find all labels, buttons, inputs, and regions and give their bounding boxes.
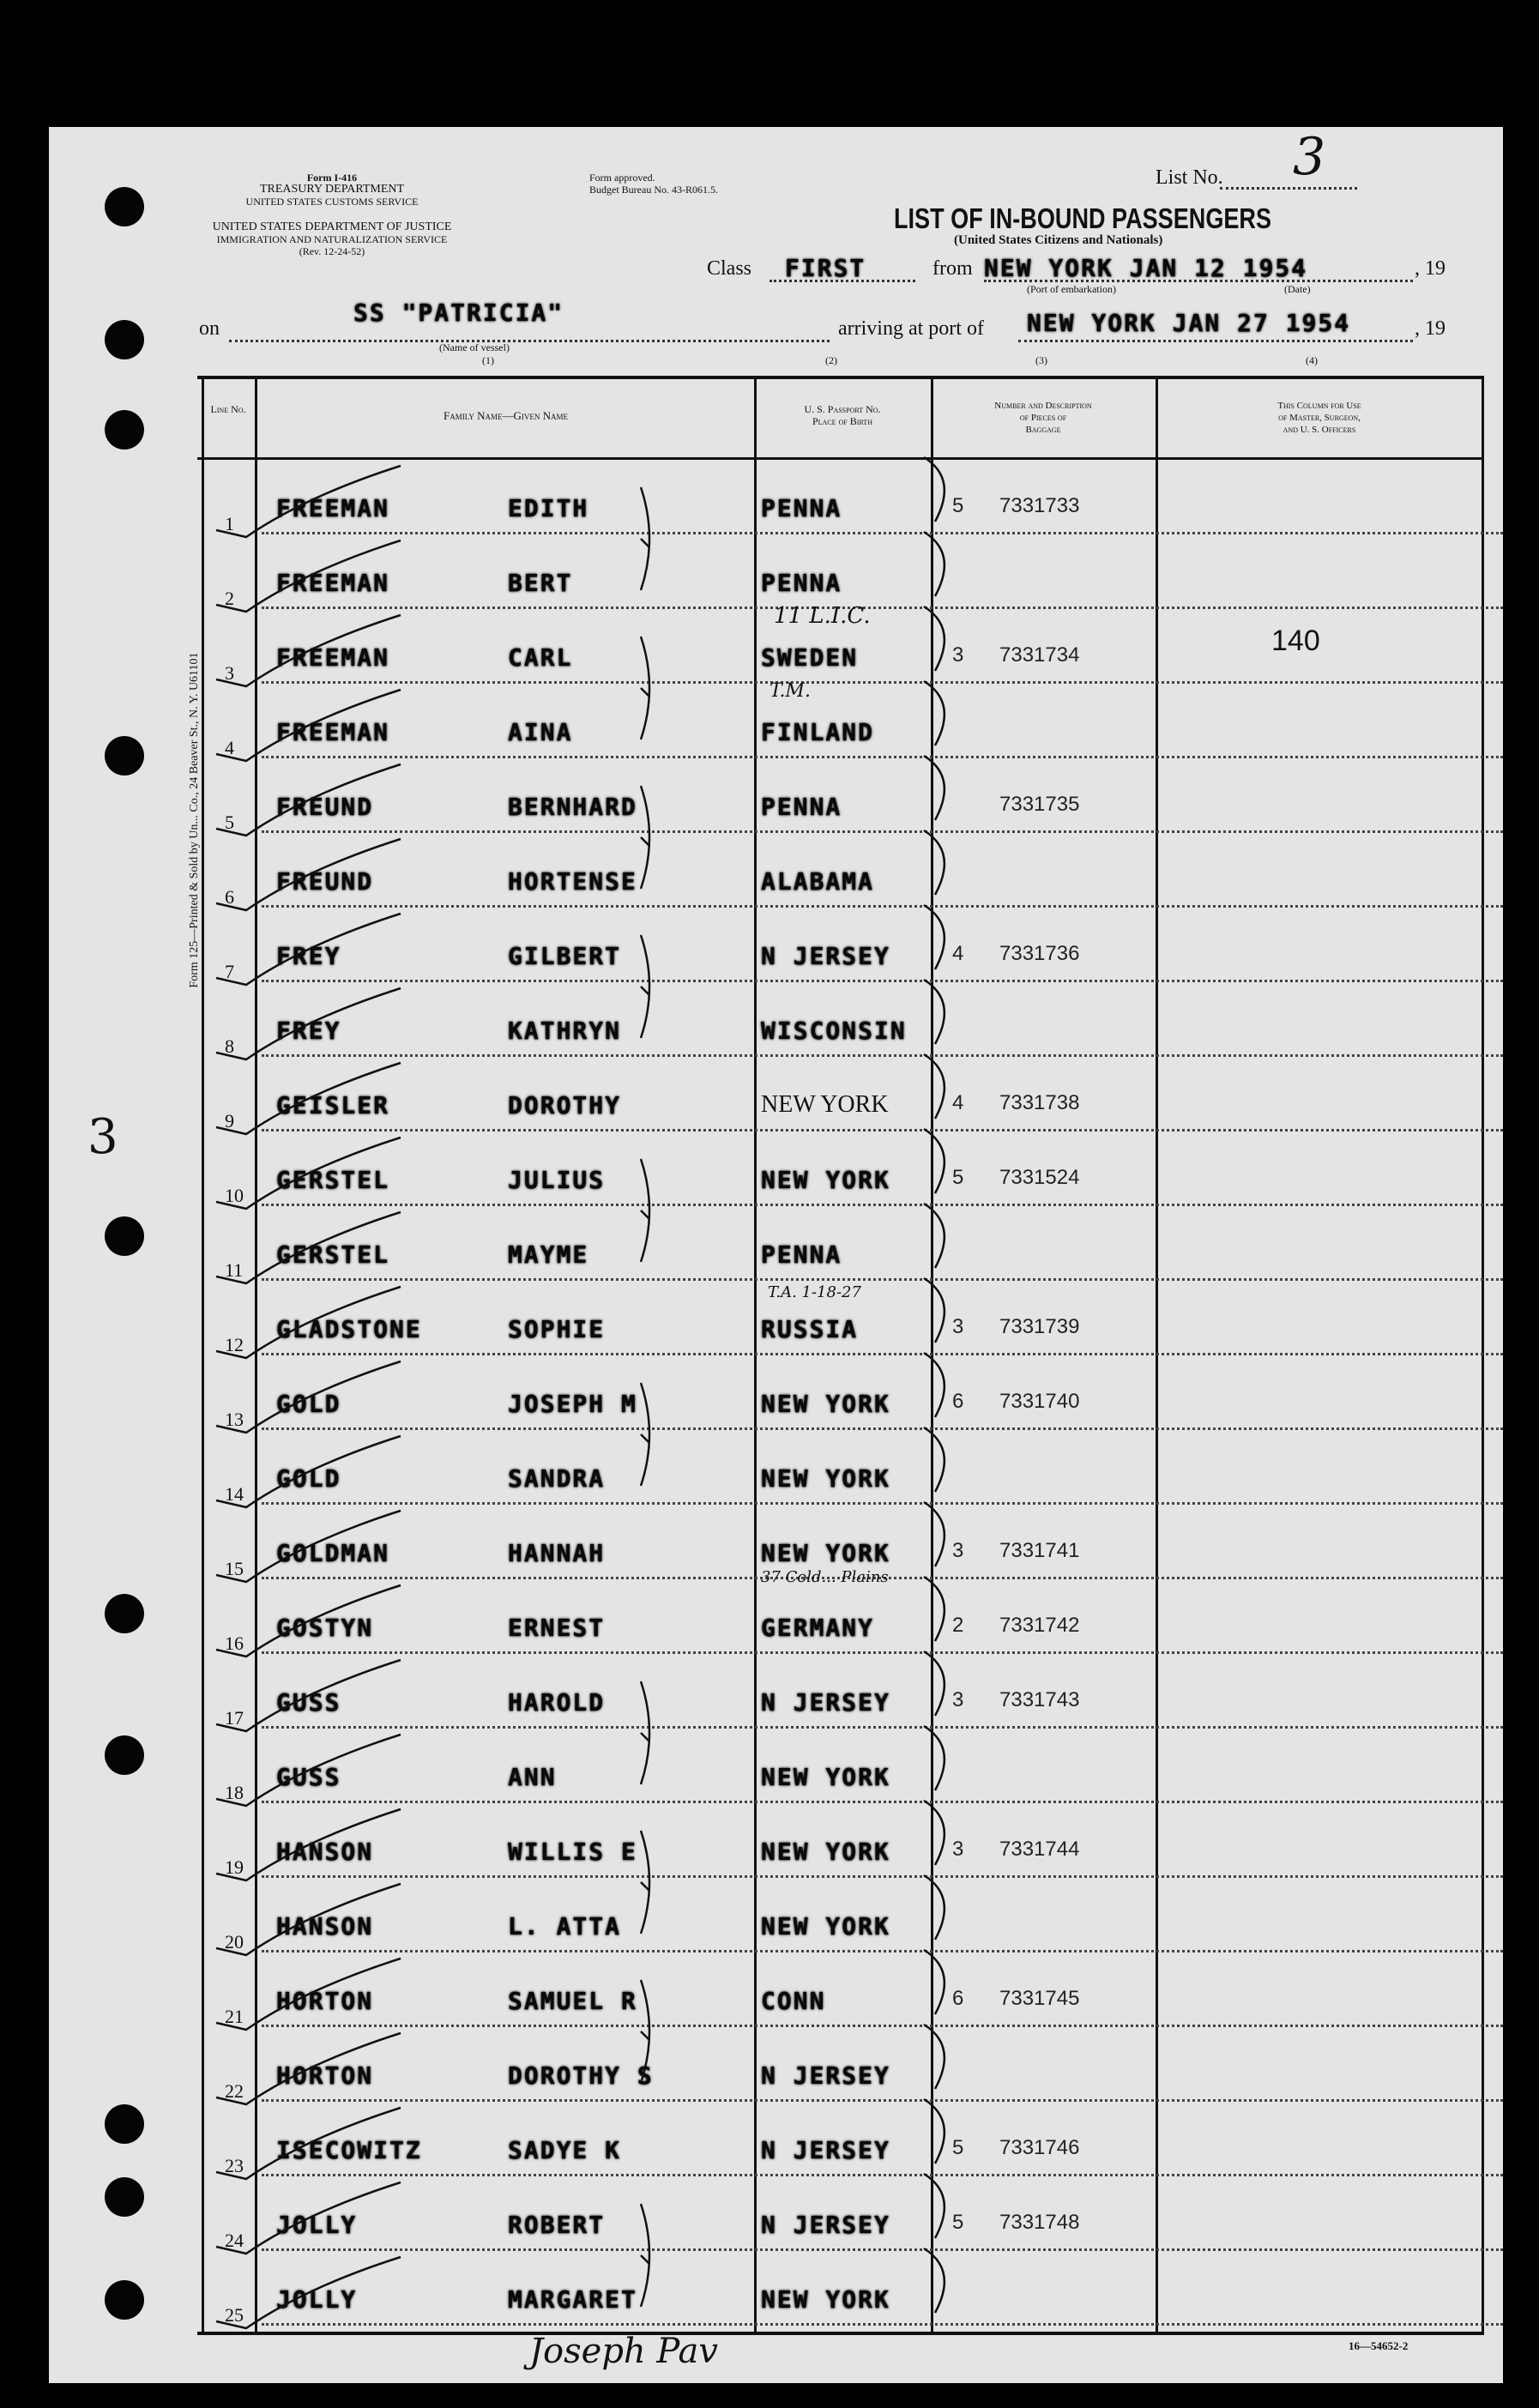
line-number: 21 [225, 2006, 244, 2027]
on-label: on [199, 317, 220, 340]
baggage-number: 7331741 [999, 1539, 1080, 1562]
check-mark [216, 690, 401, 761]
place-of-birth: WISCONSIN [761, 1017, 907, 1045]
row4-note: T.M. [770, 680, 811, 702]
line-number: 19 [225, 1856, 244, 1878]
place-of-birth: NEW YORK [761, 1091, 889, 1118]
baggage-count: 3 [952, 1539, 964, 1562]
line-number: 1 [225, 513, 234, 534]
row3-note: 11 L.I.C. [774, 603, 871, 629]
check-mark [216, 1212, 401, 1283]
bracket-mark [924, 756, 945, 820]
port-embark-caption: (Port of embarkation) [1027, 283, 1116, 295]
justice-dept: UNITED STATES DEPARTMENT OF JUSTICE [212, 220, 452, 233]
family-name: GERSTEL [276, 1166, 390, 1194]
check-mark [216, 615, 401, 686]
check-mark [216, 1585, 401, 1657]
given-name: HANNAH [508, 1539, 606, 1567]
given-name: SAMUEL R [508, 1987, 637, 2015]
baggage-number: 7331733 [999, 494, 1080, 517]
from-label: from [932, 257, 973, 280]
family-name: FREY [276, 942, 341, 970]
bracket-mark [924, 532, 945, 596]
family-bracket [641, 935, 649, 1038]
place-of-birth: NEW YORK [761, 1912, 890, 1940]
given-name: WILLIS E [508, 1838, 637, 1866]
line-number: 2 [225, 588, 234, 609]
vessel-caption: (Name of vessel) [439, 341, 510, 353]
line-number: 25 [225, 2304, 244, 2326]
check-mark [216, 914, 401, 985]
year-suffix: , 19 [1415, 317, 1445, 340]
date-caption: (Date) [1284, 283, 1311, 295]
place-of-birth: NEW YORK [761, 1539, 890, 1567]
check-mark [216, 764, 401, 836]
line-number: 7 [225, 961, 234, 982]
baggage-count: 6 [952, 1390, 964, 1413]
family-bracket [641, 1831, 649, 1934]
line-number: 4 [225, 737, 234, 758]
bracket-mark [924, 1875, 945, 1940]
check-mark [216, 2108, 401, 2179]
family-name: FREEMAN [276, 569, 390, 597]
check-mark [216, 988, 401, 1059]
bracket-mark [924, 2099, 945, 2164]
family-name: HANSON [276, 1912, 374, 1940]
family-bracket [641, 1159, 649, 1262]
row12-note: T.A. 1-18-27 [768, 1283, 861, 1301]
family-bracket [641, 487, 649, 590]
col-officers-line2: of Master, Surgeon, [1278, 413, 1361, 423]
given-name: MARGARET [508, 2285, 637, 2314]
class-value: FIRST [785, 254, 866, 282]
margin-note: 3 [88, 1109, 118, 1165]
class-label: Class [707, 257, 752, 280]
line-number: 16 [225, 1632, 244, 1654]
line-number: 24 [225, 2230, 244, 2251]
line-number: 17 [225, 1707, 244, 1729]
bracket-mark [924, 1950, 945, 2014]
baggage-count: 4 [952, 942, 964, 965]
baggage-number: 7331736 [999, 942, 1080, 965]
signature: Joseph Pav [529, 2332, 718, 2371]
check-mark [216, 1138, 401, 1209]
check-mark [216, 1063, 401, 1134]
check-mark [216, 2257, 401, 2328]
given-name: MAYME [508, 1240, 589, 1269]
baggage-count: 5 [952, 494, 964, 517]
officer-note: 140 [1271, 625, 1320, 657]
col-baggage-line2: of Pieces of [1019, 413, 1067, 423]
line-number: 3 [225, 662, 234, 684]
document-page [49, 127, 1503, 2383]
given-name: SANDRA [508, 1464, 606, 1493]
family-name: GOLDMAN [276, 1539, 390, 1567]
footer-code: 16—54652-2 [1349, 2339, 1409, 2352]
check-mark [216, 2033, 401, 2104]
check-mark [216, 466, 401, 537]
baggage-number: 7331734 [999, 643, 1080, 667]
family-name: HORTON [276, 2061, 374, 2090]
col-3-caption: (3) [1035, 354, 1047, 366]
bracket-mark [924, 607, 945, 671]
col-baggage-line1: Number and Description [994, 401, 1092, 411]
given-name: ANN [508, 1763, 557, 1791]
place-of-birth: NEW YORK [761, 1166, 890, 1194]
check-mark [216, 2182, 401, 2254]
baggage-count: 3 [952, 1688, 964, 1711]
bracket-mark [924, 1204, 945, 1268]
vessel-value: SS "PATRICIA" [353, 299, 564, 327]
check-mark [216, 1660, 401, 1731]
baggage-number: 7331735 [999, 793, 1080, 816]
pen-check-marks [49, 127, 1503, 2383]
bracket-mark [924, 1129, 945, 1193]
line-number: 23 [225, 2155, 244, 2176]
baggage-count: 6 [952, 1987, 964, 2010]
bracket-mark [924, 457, 945, 522]
family-name: FREEMAN [276, 494, 390, 522]
place-of-birth: PENNA [761, 1240, 842, 1269]
line-number: 11 [225, 1259, 244, 1281]
given-name: HORTENSE [508, 867, 637, 896]
row16-note: 37 Cold... Plains [761, 1568, 889, 1586]
budget-bureau: Budget Bureau No. 43-R061.5. [589, 184, 718, 196]
bracket-mark [924, 1726, 945, 1790]
place-of-birth: GERMANY [761, 1614, 875, 1642]
baggage-number: 7331740 [999, 1390, 1080, 1413]
line-number: 12 [225, 1334, 244, 1355]
baggage-number: 7331739 [999, 1315, 1080, 1338]
place-of-birth: FINLAND [761, 718, 875, 746]
baggage-number: 7331746 [999, 2136, 1080, 2159]
given-name: EDITH [508, 494, 589, 522]
baggage-number: 7331744 [999, 1838, 1080, 1861]
baggage-number: 7331748 [999, 2211, 1080, 2234]
place-of-birth: PENNA [761, 793, 842, 821]
given-name: JOSEPH M [508, 1390, 637, 1418]
given-name: KATHRYN [508, 1017, 622, 1045]
check-mark [216, 1511, 401, 1582]
year-suffix: , 19 [1415, 257, 1445, 280]
treasury-dept: TREASURY DEPARTMENT [259, 183, 405, 196]
family-name: GLADSTONE [276, 1315, 422, 1343]
line-number: 14 [225, 1483, 244, 1505]
bracket-mark [924, 1278, 945, 1343]
check-mark [216, 1809, 401, 1880]
baggage-number: 7331743 [999, 1688, 1080, 1711]
place-of-birth: N JERSEY [761, 2061, 890, 2090]
family-name: FREY [276, 1017, 341, 1045]
place-of-birth: ALABAMA [761, 867, 875, 896]
baggage-count: 2 [952, 1614, 964, 1637]
given-name: ERNEST [508, 1614, 606, 1642]
family-name: GEISLER [276, 1091, 390, 1120]
check-mark [216, 1287, 401, 1358]
family-name: FREEMAN [276, 718, 390, 746]
col-1-caption: (1) [482, 354, 494, 366]
family-name: GOSTYN [276, 1614, 374, 1642]
bracket-mark [924, 1427, 945, 1492]
given-name: HAROLD [508, 1688, 606, 1717]
place-of-birth: NEW YORK [761, 1390, 890, 1418]
col-baggage-line3: Baggage [1025, 425, 1061, 435]
given-name: JULIUS [508, 1166, 606, 1194]
bracket-mark [924, 2248, 945, 2313]
given-name: SOPHIE [508, 1315, 606, 1343]
given-name: GILBERT [508, 942, 622, 970]
baggage-count: 5 [952, 2136, 964, 2159]
col-officers-line1: This Column for Use [1277, 401, 1361, 411]
family-bracket [641, 1980, 649, 2083]
line-number: 9 [225, 1110, 234, 1132]
place-of-birth: N JERSEY [761, 2211, 890, 2239]
given-name: ROBERT [508, 2211, 606, 2239]
col-passport-line2: Place of Birth [812, 415, 872, 427]
family-name: GERSTEL [276, 1240, 390, 1269]
place-of-birth: N JERSEY [761, 942, 890, 970]
line-number: 15 [225, 1558, 244, 1579]
family-name: ISECOWITZ [276, 2136, 422, 2164]
check-mark [216, 1735, 401, 1806]
check-mark [216, 1361, 401, 1433]
baggage-count: 5 [952, 1166, 964, 1189]
given-name: DOROTHY [508, 1091, 622, 1120]
bracket-mark [924, 905, 945, 969]
bracket-mark [924, 2174, 945, 2238]
page-subtitle: (United States Citizens and Nationals) [954, 233, 1163, 247]
place-of-birth: NEW YORK [761, 1763, 890, 1791]
col-line-no: Line No. [210, 403, 246, 415]
baggage-count: 3 [952, 1315, 964, 1338]
family-bracket [641, 1681, 649, 1784]
family-name: JOLLY [276, 2211, 358, 2239]
col-officers-line3: and U. S. Officers [1282, 425, 1356, 435]
family-bracket [641, 1383, 649, 1486]
given-name: DOROTHY S [508, 2061, 654, 2090]
line-number: 6 [225, 886, 234, 908]
line-number: 10 [225, 1185, 244, 1206]
bracket-mark [924, 830, 945, 895]
baggage-number: 7331745 [999, 1987, 1080, 2010]
place-of-birth: RUSSIA [761, 1315, 859, 1343]
line-number: 5 [225, 812, 234, 833]
place-of-birth: NEW YORK [761, 1838, 890, 1866]
family-name: GOLD [276, 1464, 341, 1493]
col-4-caption: (4) [1306, 354, 1318, 366]
line-number: 22 [225, 2080, 244, 2102]
place-of-birth: SWEDEN [761, 643, 859, 672]
family-bracket [641, 786, 649, 889]
place-of-birth: PENNA [761, 494, 842, 522]
side-printer-credit: Form 125—Printed & Sold by Un... Co., 24 Beaver St., N. Y. U61101 [188, 652, 201, 988]
line-number: 20 [225, 1931, 244, 1952]
given-name: CARL [508, 643, 573, 672]
check-mark [216, 1436, 401, 1507]
line-number: 18 [225, 1782, 244, 1803]
given-name: BERNHARD [508, 793, 637, 821]
page-title: LIST OF IN-BOUND PASSENGERS [894, 202, 1272, 234]
family-name: GUSS [276, 1688, 341, 1717]
bracket-mark [924, 681, 945, 745]
ins-service: IMMIGRATION AND NATURALIZATION SERVICE [216, 233, 448, 245]
baggage-count: 5 [952, 2211, 964, 2234]
place-of-birth: N JERSEY [761, 2136, 890, 2164]
baggage-count: 3 [952, 1838, 964, 1861]
bracket-mark [924, 1651, 945, 1716]
arriving-value: NEW YORK JAN 27 1954 [1027, 309, 1351, 337]
place-of-birth: CONN [761, 1987, 826, 2015]
family-bracket [641, 637, 649, 739]
form-approved: Form approved. [589, 172, 655, 184]
revision: (Rev. 12-24-52) [299, 245, 365, 257]
col-passport-line1: U. S. Passport No. [804, 403, 881, 415]
family-name: JOLLY [276, 2285, 358, 2314]
col-2-caption: (2) [825, 354, 837, 366]
family-name: GUSS [276, 1763, 341, 1791]
check-mark [216, 1884, 401, 1955]
family-bracket [641, 2204, 649, 2307]
from-value: NEW YORK JAN 12 1954 [984, 254, 1308, 282]
arriving-label: arriving at port of [838, 317, 984, 340]
customs-service: UNITED STATES CUSTOMS SERVICE [245, 196, 419, 208]
family-name: FREEMAN [276, 643, 390, 672]
family-name: GOLD [276, 1390, 341, 1418]
bracket-mark [924, 980, 945, 1044]
family-name: FREUND [276, 793, 374, 821]
baggage-number: 7331524 [999, 1166, 1080, 1189]
place-of-birth: N JERSEY [761, 1688, 890, 1717]
bracket-mark [924, 1577, 945, 1641]
place-of-birth: NEW YORK [761, 2285, 890, 2314]
list-no-value: 3 [1293, 127, 1326, 187]
check-mark [216, 540, 401, 612]
baggage-number: 7331742 [999, 1614, 1080, 1637]
check-mark [216, 1958, 401, 2030]
given-name: AINA [508, 718, 573, 746]
place-of-birth: NEW YORK [761, 1464, 890, 1493]
check-mark [216, 839, 401, 910]
col-name: Family Name—Given Name [444, 409, 568, 422]
place-of-birth: PENNA [761, 569, 842, 597]
given-name: BERT [508, 569, 573, 597]
line-number: 13 [225, 1409, 244, 1430]
form-number: Form I-416 [306, 172, 358, 184]
baggage-count: 3 [952, 643, 964, 667]
baggage-count: 4 [952, 1091, 964, 1114]
bracket-mark [924, 1801, 945, 1865]
family-name: HANSON [276, 1838, 374, 1866]
bracket-mark [924, 1054, 945, 1119]
list-no-label: List No. [1156, 166, 1223, 189]
family-name: HORTON [276, 1987, 374, 2015]
given-name: L. ATTA [508, 1912, 622, 1940]
line-number: 8 [225, 1035, 234, 1057]
baggage-number: 7331738 [999, 1091, 1080, 1114]
given-name: SADYE K [508, 2136, 622, 2164]
bracket-mark [924, 1353, 945, 1417]
family-name: FREUND [276, 867, 374, 896]
bracket-mark [924, 1502, 945, 1566]
bracket-mark [924, 2025, 945, 2089]
